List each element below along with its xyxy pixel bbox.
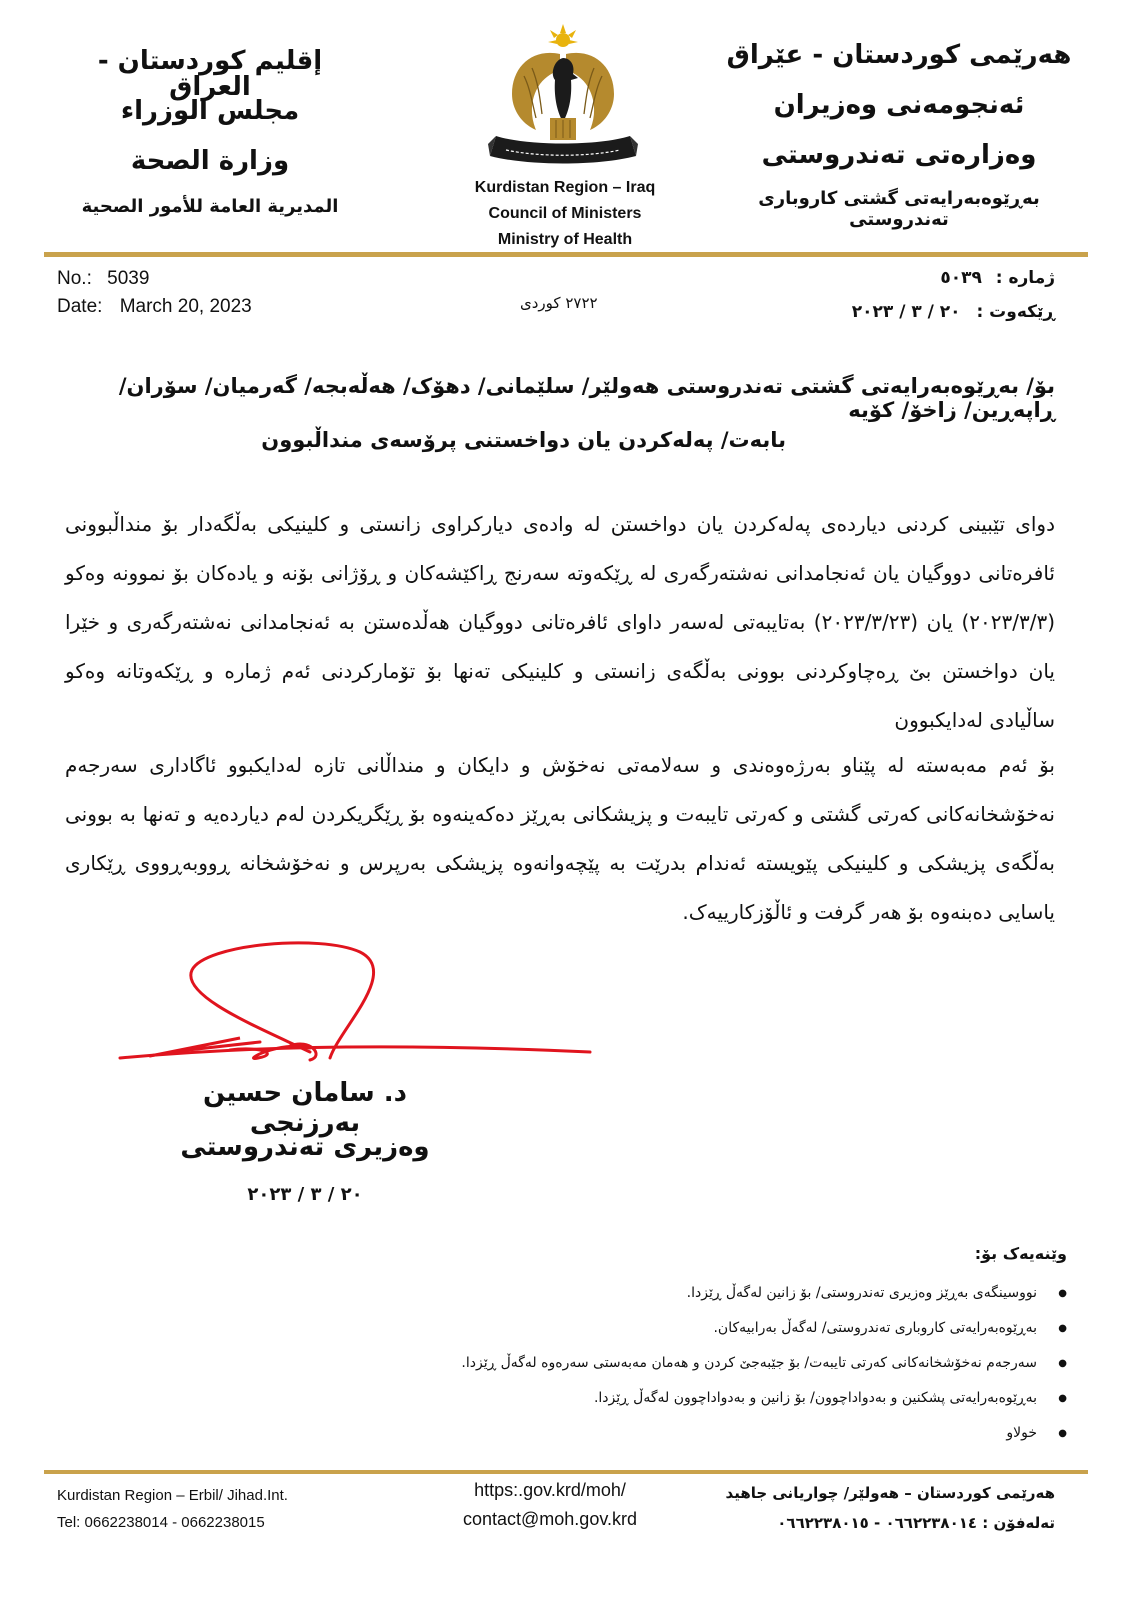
signature-date: ٢٠ / ٣ / ٢٠٢٣ bbox=[247, 1184, 363, 1205]
kurdish-reference-date-label: ڕێکەوت : bbox=[976, 302, 1055, 322]
footer-email-link[interactable]: contact@moh.gov.krd bbox=[462, 1509, 637, 1529]
signature-scribble bbox=[110, 930, 610, 1080]
kurdish-reference-number bbox=[940, 268, 1055, 288]
body-paragraph-2: بۆ ئەم مەبەستە لە پێناو بەرژەوەندی و سەلامەتی نەخۆش و دایکان و منداڵانی تازە لەدایکبوو ئاگاداری سەرجەم نەخۆشخانەکانی کەرتی گشتی و کەرتی تایبەت و پزیشکانی بەڕێز دەکەینەوە بۆ ڕێگریکردن لەم دیاردەیە و تەنها بە بوونی بەڵگەی پزیشکی و کلینیکی پێویستە ئەندام بدرێت بە پێچەوانەوە پزیشکی بەرپرس و نەخۆشخانە ڕووبەڕووی ڕێکاری یاسایی دەبنەوە بۆ هەر گرفت و ئاڵۆزکارییەک. bbox=[65, 753, 1055, 924]
reference-number bbox=[57, 268, 149, 290]
footer-divider bbox=[44, 1470, 1088, 1474]
arabic-header bbox=[60, 48, 360, 217]
kurdish-header-ministry: وەزارەتی تەندروستی bbox=[761, 140, 1037, 170]
cc-item: ● نووسینگەی بەڕێز وەزیری تەندروستی/ بۆ زانین لەگەڵ ڕێزدا. bbox=[311, 1276, 1071, 1311]
kurdish-reference-number-value: ٥٠٣٩ bbox=[940, 268, 982, 288]
footer-phone-ku: تەلەفۆن : ٠٦٦٢٢٣٨٠١٤ - ٠٦٦٢٢٣٨٠١٥ bbox=[777, 1514, 1055, 1532]
arabic-header-council: مجلس الوزراء bbox=[120, 96, 300, 126]
signatory-name: د. سامان حسین بەرزنجی bbox=[203, 1078, 407, 1138]
footer-address-ku: هەرێمی کوردستان – هەولێر/ چواریانی جاهید bbox=[725, 1484, 1055, 1502]
arabic-header-region: إقليم كوردستان - العراق bbox=[97, 46, 323, 102]
reference-date-label: Date: bbox=[57, 296, 103, 317]
cc-label: وێنەیەک بۆ: bbox=[974, 1244, 1067, 1263]
kurdish-header-region: هەرێمی کوردستان - عێراق bbox=[726, 40, 1072, 70]
kurdish-header-council: ئەنجومەنی وەزیران bbox=[773, 90, 1025, 120]
kurdish-header-directorate: بەڕێوەبەرایەتی گشتی کاروباری تەندروستی bbox=[758, 188, 1040, 230]
recipient-line: بۆ/ بەڕێوەبەرایەتی گشتی تەندروستی هەولێر/ سلێمانی/ دهۆک/ هەڵەبجە/ گەرمیان/ سۆران/ ڕاپەڕین/ زاخۆ/ کۆیە bbox=[118, 374, 1055, 422]
reference-date bbox=[57, 296, 252, 318]
footer-phone-en: Tel: 0662238014 - 0662238015 bbox=[57, 1514, 265, 1531]
footer-website-link[interactable]: https:.gov.krd/moh/ bbox=[474, 1480, 626, 1500]
cc-item: ● خولاو bbox=[311, 1416, 1071, 1451]
kurdish-reference-date bbox=[852, 302, 1055, 322]
arabic-header-ministry: وزارة الصحة bbox=[130, 146, 290, 176]
body-paragraph-1: دوای تێبینی کردنی دیاردەی پەلەکردن یان دواخستن لە وادەی دیارکراوی زانستی و کلینیکی بەڵگەدار بۆ منداڵبوونی ئافرەتانی دووگیان یان ئەنجامدانی نەشتەرگەری لە ڕێکەوتە سەرنج ڕاکێشەکان و ڕۆژانی بۆنە و یادەکان بۆ نموونە وەکو (٢٠٢٣/٣/٣) یان (٢٠٢٣/٣/٢٣) بەتایبەتی لەسەر داوای ئافرەتانی دووگیان هەڵدەستن بە ئەنجامدانی نەشتەرگەری و خێرا یان دواخستن بێ ڕەچاوکردنی بوونی بەڵگەی زانستی و کلینیکی تەنها بۆ تۆمارکردنی ئەم ژمارە و ڕێکەوتانە وەکو ساڵیادی لەدایکبوون bbox=[65, 512, 1055, 732]
kurdish-header bbox=[719, 42, 1079, 230]
kurdish-year: ٢٧٢٢ كوردى bbox=[520, 294, 598, 312]
header-divider bbox=[44, 252, 1088, 257]
kurdistan-emblem-icon bbox=[478, 18, 648, 168]
english-header-region: Kurdistan Region – Iraq bbox=[474, 179, 656, 196]
english-header-council: Council of Ministers bbox=[488, 205, 642, 222]
arabic-header-directorate: المديرية العامة للأمور الصحية bbox=[81, 196, 339, 217]
reference-date-value: March 20, 2023 bbox=[119, 296, 252, 317]
cc-item: ● سەرجەم نەخۆشخانەکانی کەرتی تایبەت/ بۆ جێبەجێ کردن و هەمان مەبەستی سەرەوە لەگەڵ ڕێزدا. bbox=[311, 1346, 1071, 1381]
signatory-title: وەزیری تەندروستی bbox=[180, 1132, 430, 1162]
subject-line: بابەت/ پەلەکردن یان دواخستنی پرۆسەی منداڵبوون bbox=[261, 428, 786, 452]
kurdish-reference-date-value: ٢٠ / ٣ / ٢٠٢٣ bbox=[851, 302, 961, 322]
cc-item: ● بەڕێوەبەرایەتی پشکنین و بەدواداچوون/ بۆ زانین و بەدواداچوون لەگەڵ ڕێزدا. bbox=[311, 1381, 1071, 1416]
kurdish-reference-number-label: ژمارە : bbox=[995, 268, 1055, 288]
reference-number-value: 5039 bbox=[107, 268, 150, 289]
cc-item: ● بەڕێوەبەرایەتی کاروباری تەندروستی/ لەگەڵ بەرابیەکان. bbox=[311, 1311, 1071, 1346]
footer-address-en: Kurdistan Region – Erbil/ Jihad.Int. bbox=[57, 1487, 288, 1504]
cc-list bbox=[311, 1276, 1071, 1451]
english-header-ministry: Ministry of Health bbox=[497, 231, 633, 248]
english-header bbox=[440, 175, 690, 253]
reference-number-label: No.: bbox=[57, 268, 92, 289]
